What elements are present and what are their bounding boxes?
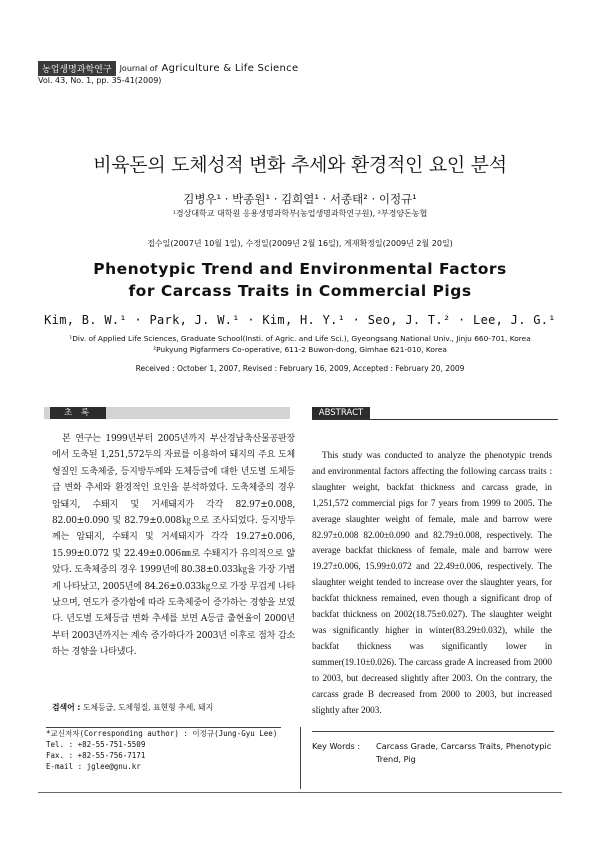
korean-affiliations: ¹경상대학교 대학원 응용생명과학부(농업생명과학연구원), ²부경양돈농협 [172,209,428,218]
footnote-tel: Tel. : +82-55-751-5509 [46,740,146,749]
korean-title: 비육돈의 도체성적 변화 추세와 환경적인 요인 분석 [93,154,507,176]
column-divider [300,727,301,789]
journal-name: Agriculture & Life Science [161,63,299,74]
korean-abstract [52,431,295,661]
footnote [46,728,277,772]
english-authors: Kim, B. W.¹ · Park, J. W.¹ · Kim, H. Y.¹ · Seo, J. T.² · Lee, J. G.¹ [44,313,556,327]
korean-abstract-heading: 초 록 [50,407,106,419]
korean-keywords-label: 검색어 : [52,703,81,712]
korean-authors: 김병우¹ · 박종원¹ · 김희열¹ · 서종태² · 이정규¹ [183,192,417,206]
footnote-fax: Fax. : +82-55-756-7171 [46,751,146,760]
english-keywords-divider [312,731,554,732]
english-received-dates: Received : October 1, 2007, Revised : February 16, 2009, Accepted : February 20, 2009 [135,364,465,373]
english-affiliation-2: ²Pukyung Pigfarmers Co-operative, 611-2 Buwon-dong, Gimhae 621-010, Korea [153,345,447,354]
english-abstract-heading-bar [312,407,558,420]
english-title [0,258,600,302]
english-title-line-2: for Carcass Traits in Commercial Pigs [128,282,472,300]
korean-keywords [52,702,213,713]
korean-abstract-text: 본 연구는 1999년부터 2005년까지 부산경남축산물공판장에서 도축된 1,251,572두의 자료를 이용하여 돼지의 주요 도체형질인 도축체중, 등지방두께와 도체등급에 대한 년도별 도체등급 변화 추세와 환경적인 요인을 분석하였다. 도축체중의 경우 암돼지, 수퇘지 및 거세돼지가 각각 82.97±0.008, 82.00±0.090 및 82.79±0.008㎏으로 조사되었다. 등지방두께는 암돼지, 수퇘지 및 거세돼지가 각각 19.27±0.006, 15.99±0.072 및 22.49±0.006㎜로 수퇘지가 유의적으로 얇았다. 도축체중의 경우 1999년에 80.38±0.033㎏을 가장 가볍게 나타났고, 2005년에 84.26±0.033㎏으로 가장 무겁게 나타났으며, 연도가 증가함에 따라 도축체중이 증가하는 경향을 보였다. 년도별 도체등급 변화 추세를 보면 A등급 출현율이 2000년부터 2003년까지는 계속 증가하다가 2003년 이후로 점차 감소하는 경향을 나타냈다. [52,434,295,658]
footnote-email: E-mail : jglee@gnu.kr [46,762,141,771]
journal-header [38,61,298,76]
journal-badge: 농업생명과학연구 [38,61,116,76]
english-keywords-text: Carcass Grade, Carcarss Traits, Phenotypic Trend, Pig [376,741,552,764]
english-affiliation-1: ¹Div. of Applied Life Sciences, Graduate School(Insti. of Agric. and Life Sci.), Gyeongsang National Univ., Jinju 660-701, Korea [69,334,531,343]
english-abstract [312,448,552,718]
english-keywords [312,740,554,766]
english-affiliations [0,333,600,355]
korean-received-dates: 접수일(2007년 10월 1일), 수정일(2009년 2월 16일), 게재확정일(2009년 2월 20일) [147,239,453,248]
korean-abstract-heading-bar [44,407,290,419]
page-bottom-rule [38,792,562,793]
english-title-line-1: Phenotypic Trend and Environmental Factors [93,260,507,278]
volume-info: Vol. 43, No. 1, pp. 35-41(2009) [38,76,162,85]
english-abstract-text: This study was conducted to analyze the phenotypic trends and environmental factors affecting the following carcass traits : slaughter weight, backfat thickness and carcass grade, in 1,251,572 commercial pigs for 7 years from 1999 to 2005. The average slaughter weight of female, male and barrow were 82.97±0.008 82.00±0.090 and 82.79±0.008, respectively. The average backfat thickness of female, male and barrow were 19.27±0.006, 15.99±0.072 and 22.49±0.006, respectively. The slaughter weight tended to increase over the slaughter years, for backfat thickness remained, even though a significant drop of backfat thickness on 2002(18.75±0.027). The slaughter weight was significantly higher in winter(83.29±0.032), while the backfat thickness was significantly lower in summer(19.10±0.026). The carcass grade A increased from 2000 to 2003, but decreased slightly after 2003. On the contrary, the carcass grade B decreased from 2000 to 2003, but increased slightly after 2003. [312,450,552,715]
english-abstract-heading: ABSTRACT [312,407,370,419]
corresponding-author: *교신저자(Corresponding author) : 이정규(Jung-Gyu Lee) [46,729,278,738]
journal-name-prefix: Journal of [119,64,158,73]
english-keywords-label: Key Words : [312,741,361,751]
korean-keywords-text: 도체등급, 도체형질, 표현형 추세, 돼지 [82,703,214,712]
